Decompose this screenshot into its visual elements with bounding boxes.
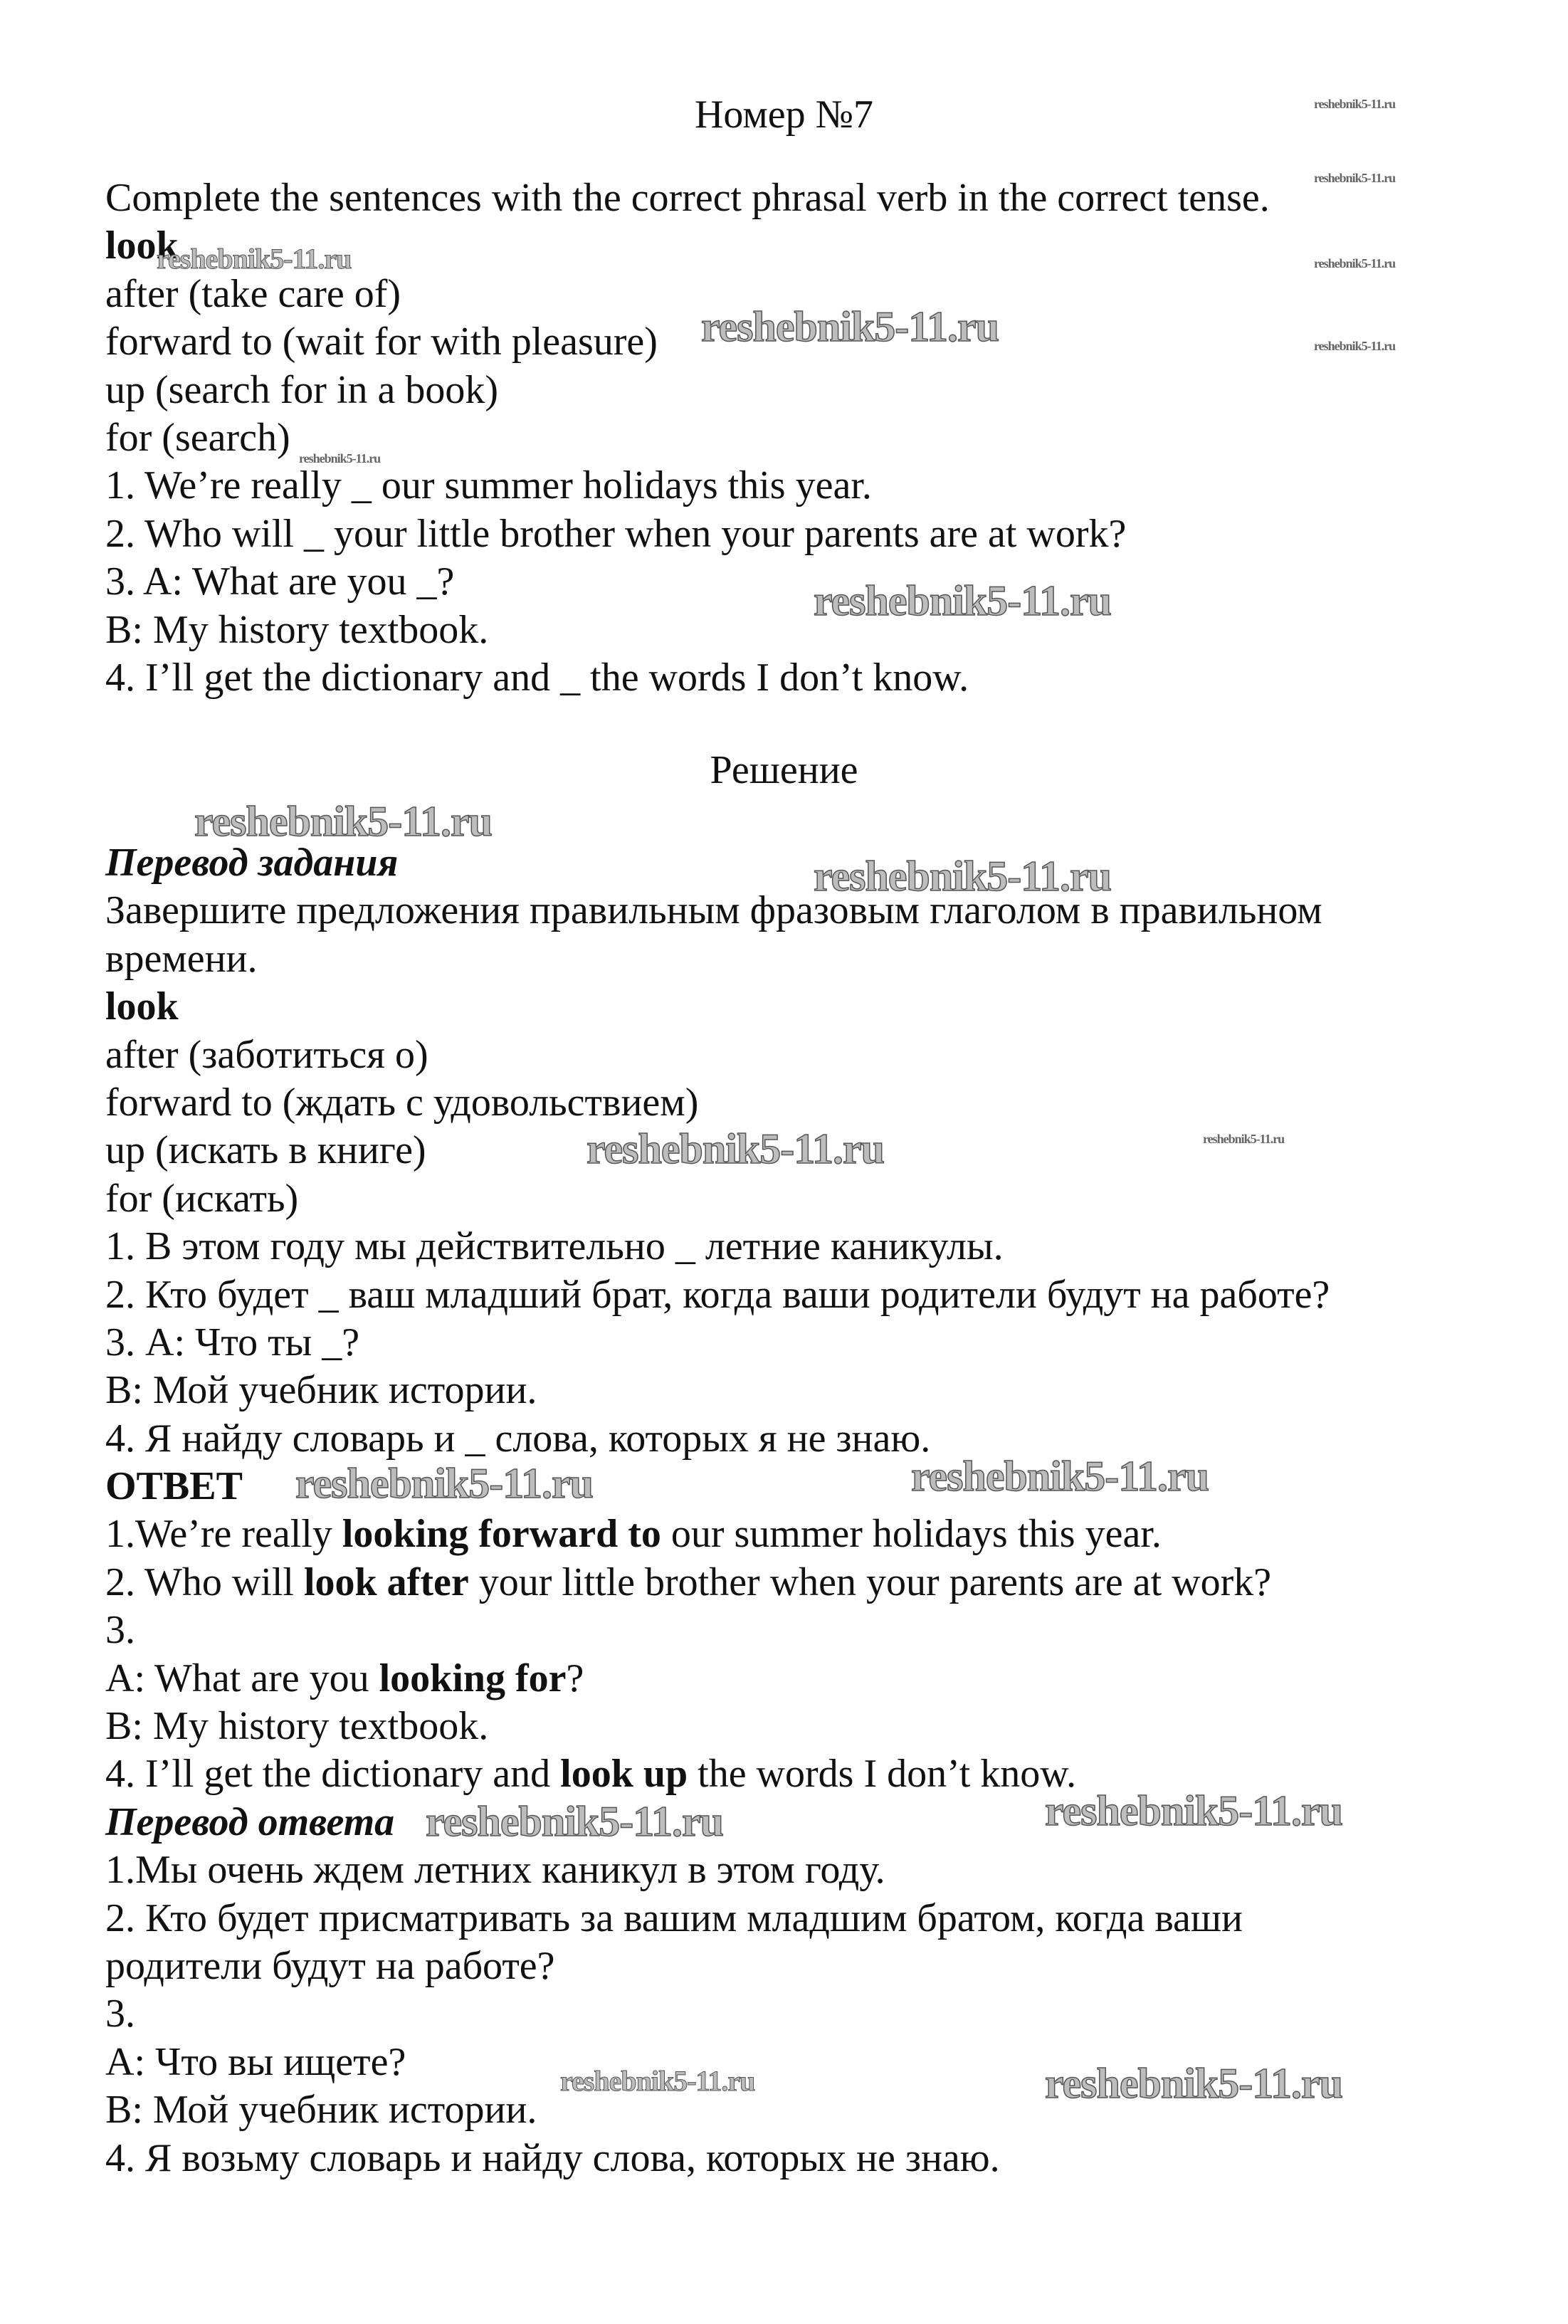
option: for (search) bbox=[105, 415, 290, 460]
sentence: B: My history textbook. bbox=[105, 607, 489, 652]
translation-instruction: времени. bbox=[105, 936, 258, 981]
watermark: reshebnik5-11.ru bbox=[1314, 339, 1396, 353]
option: forward to (ждать с удовольствием) bbox=[105, 1080, 699, 1125]
answer-text: 1.We’re really bbox=[105, 1512, 342, 1557]
translation-heading: Перевод задания bbox=[105, 841, 399, 885]
answer-translation-line: 4. Я возьму словарь и найду слова, которых не знаю. bbox=[105, 2135, 1000, 2180]
watermark: reshebnik5-11.ru bbox=[1045, 2060, 1342, 2107]
watermark: reshebnik5-11.ru bbox=[701, 303, 999, 350]
solution-section bbox=[105, 839, 1330, 2182]
answer-translation-line: 2. Кто будет присматривать за вашим младшим братом, когда ваши bbox=[105, 1896, 1243, 1940]
watermark: reshebnik5-11.ru bbox=[426, 1798, 723, 1845]
sentence: 3. A: What are you _? bbox=[105, 559, 455, 604]
answer-verb: looking forward to bbox=[342, 1512, 661, 1557]
sentence: В: Мой учебник истории. bbox=[105, 1368, 537, 1413]
answer-translation-line: А: Что вы ищете? bbox=[105, 2039, 406, 2084]
answer-heading: ОТВЕТ bbox=[105, 1464, 243, 1509]
page-title: Номер №7 bbox=[694, 93, 874, 137]
watermark: reshebnik5-11.ru bbox=[1314, 97, 1396, 111]
solution-heading: Решение bbox=[710, 748, 858, 792]
translation-verb: look bbox=[105, 984, 179, 1029]
answer-line bbox=[105, 1510, 1330, 1558]
task-instruction: Complete the sentences with the correct phrasal verb in the correct tense. bbox=[105, 176, 1270, 220]
option: up (search for in a book) bbox=[105, 367, 499, 412]
watermark: reshebnik5-11.ru bbox=[1045, 1787, 1342, 1834]
answer-translation-line: 1.Мы очень ждем летних каникул в этом году. bbox=[105, 1848, 885, 1893]
option: forward to (wait for with pleasure) bbox=[105, 320, 658, 364]
sentence: 2. Кто будет _ ваш младший брат, когда ваши родители будут на работе? bbox=[105, 1272, 1330, 1317]
watermark: reshebnik5-11.ru bbox=[295, 1460, 593, 1507]
sentence: 1. We’re really _ our summer holidays this year. bbox=[105, 463, 872, 508]
watermark: reshebnik5-11.ru bbox=[586, 1125, 884, 1172]
answer-translation-heading: Перевод ответа bbox=[105, 1799, 395, 1844]
task-verb: look bbox=[105, 224, 179, 268]
answer-translation-line: В: Мой учебник истории. bbox=[105, 2088, 537, 2133]
watermark: reshebnik5-11.ru bbox=[299, 451, 381, 466]
sentence: 4. I’ll get the dictionary and _ the words I don’t know. bbox=[105, 655, 969, 700]
sentence: 2. Who will _ your little brother when your parents are at work? bbox=[105, 511, 1127, 556]
answer-verb: looking for bbox=[379, 1656, 567, 1700]
answer-translation-line: 3. bbox=[105, 1992, 135, 2036]
watermark: reshebnik5-11.ru bbox=[911, 1453, 1209, 1500]
answer-text: 2. Who will bbox=[105, 1560, 304, 1604]
answer-text: our summer holidays this year. bbox=[661, 1512, 1162, 1557]
sentence: 3. А: Что ты _? bbox=[105, 1320, 360, 1365]
answer-text: your little brother when your parents are at work? bbox=[468, 1560, 1272, 1604]
answer-verb: look after bbox=[303, 1560, 469, 1604]
watermark: reshebnik5-11.ru bbox=[1314, 171, 1396, 185]
watermark: reshebnik5-11.ru bbox=[194, 798, 492, 845]
option: up (искать в книге) bbox=[105, 1128, 426, 1173]
answer-number: 3. bbox=[105, 1608, 135, 1653]
answer-text: A: What are you bbox=[105, 1656, 379, 1700]
sentence: 4. Я найду словарь и _ слова, которых я не знаю. bbox=[105, 1416, 931, 1461]
answer-translation-line: родители будут на работе? bbox=[105, 1943, 555, 1988]
answer-text: the words I don’t know. bbox=[688, 1752, 1077, 1797]
answer-line bbox=[105, 1655, 1330, 1703]
option: after (заботиться о) bbox=[105, 1032, 428, 1077]
watermark: reshebnik5-11.ru bbox=[560, 2065, 755, 2097]
answer-text: 4. I’ll get the dictionary and bbox=[105, 1752, 561, 1797]
watermark: reshebnik5-11.ru bbox=[157, 243, 352, 275]
watermark: reshebnik5-11.ru bbox=[1203, 1132, 1285, 1146]
sentence: 1. В этом году мы действительно _ летние каникулы. bbox=[105, 1224, 1004, 1269]
answer-line: B: My history textbook. bbox=[105, 1704, 489, 1749]
watermark: reshebnik5-11.ru bbox=[814, 577, 1111, 624]
answer-line bbox=[105, 1559, 1330, 1607]
translation-instruction: Завершите предложения правильным фразовым глаголом в правильном bbox=[105, 888, 1322, 933]
option: after (take care of) bbox=[105, 271, 401, 316]
watermark: reshebnik5-11.ru bbox=[1314, 256, 1396, 270]
watermark: reshebnik5-11.ru bbox=[814, 853, 1111, 900]
answer-verb: look up bbox=[560, 1752, 688, 1797]
answer-text: ? bbox=[566, 1656, 584, 1700]
option: for (искать) bbox=[105, 1176, 299, 1221]
